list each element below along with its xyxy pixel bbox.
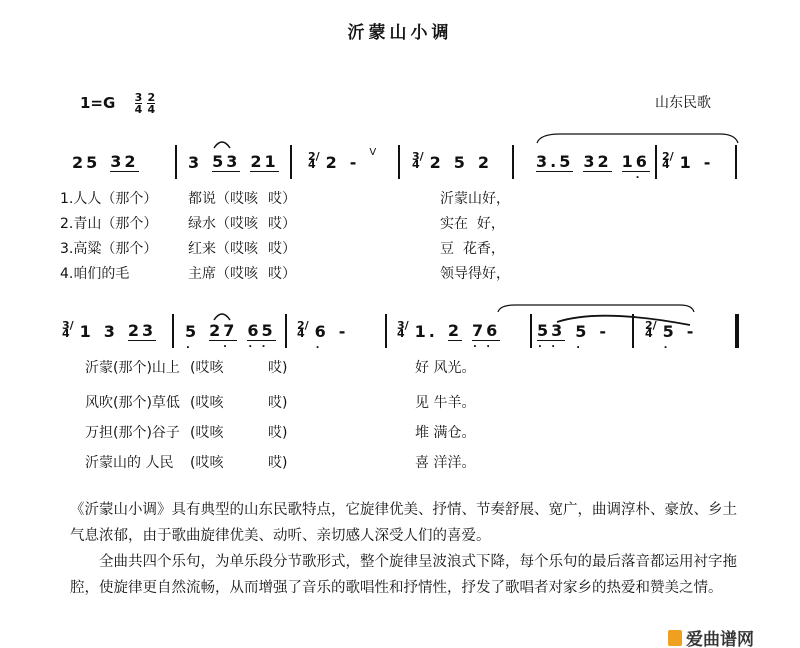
description <box>70 497 750 601</box>
lyric-segment: 都说（哎咳 <box>188 191 258 207</box>
note: 5 . <box>662 321 677 351</box>
lyric-segment: 哎) <box>268 395 288 411</box>
note: 6 . <box>314 321 329 351</box>
note: - <box>349 152 360 172</box>
low-octave-dot: . <box>315 339 323 351</box>
song-title: 沂蒙山小调 <box>347 23 453 43</box>
low-octave-dot: . . <box>473 339 494 350</box>
note: 21 <box>250 152 279 171</box>
lyric-segment: 见 牛羊。 <box>415 395 476 411</box>
note: 3 <box>188 152 203 172</box>
lyric-segment: 万担(那个)谷子 <box>85 425 180 441</box>
low-octave-dot: . <box>663 339 671 351</box>
note: 53 <box>212 152 241 171</box>
lyric-segment: (哎咳 <box>190 360 224 376</box>
lyric-segment: 红来（哎咳 <box>188 241 258 257</box>
low-octave-dot: . . <box>538 339 559 350</box>
paragraph: 全曲共四个乐句，为单乐段分节歌形式，整个旋律呈波浪式下降，每个乐句的最后落音都运用衬字拖腔，使旋律更自然流畅，从而增强了音乐的歌唱性和抒情性，抒发了歌唱者对家乡的热爱和赞美之情。 <box>70 554 737 596</box>
lyric-segment: (哎咳 <box>190 395 224 411</box>
note: 25 <box>72 152 101 172</box>
note: 2 <box>477 152 493 172</box>
meter-den: 4 <box>134 103 143 116</box>
lyric-segment: 沂蒙山好， <box>440 191 510 207</box>
lyric-segment: 喜 洋洋。 <box>415 455 476 471</box>
low-octave-dot: . <box>622 170 643 181</box>
low-octave-dot: . . <box>248 339 269 350</box>
meter-num: 3 <box>134 91 143 104</box>
note: - <box>703 152 714 172</box>
lyric-segment: 风吹(那个)草低 <box>85 395 180 411</box>
low-octave-dot: . <box>210 339 230 350</box>
phrase-slur <box>498 305 694 312</box>
note: 3 <box>103 321 118 341</box>
note: - <box>599 321 610 341</box>
meter-num: 2 <box>147 91 156 104</box>
music-note-icon <box>668 630 682 646</box>
lyric-segment: (哎咳 <box>190 425 224 441</box>
time-signature: 2/4 <box>662 150 674 171</box>
lyric-segment: (哎咳 <box>190 455 224 471</box>
song-origin: 山东民歌 <box>655 95 711 111</box>
lyric-segment: 绿水（哎咳 <box>188 216 258 232</box>
lyric-segment: 领导得好， <box>440 266 510 282</box>
note: 65 . . <box>247 321 276 350</box>
lyric-segment: 2.青山（那个） <box>60 216 158 232</box>
lyric-segment: 沂蒙(那个)山上 <box>85 360 180 376</box>
note: 5 <box>453 152 468 172</box>
note: 16 . <box>621 152 650 181</box>
lyric-segment: 好 风光。 <box>415 360 476 376</box>
note: 2 <box>429 152 444 172</box>
time-signature: 2/4 <box>297 319 309 340</box>
note: 53 . . <box>537 321 566 350</box>
low-octave-dot: . <box>576 339 584 351</box>
paragraph: 《沂蒙山小调》具有典型的山东民歌特点，它旋律优美、抒情、节奏舒展、宽广，曲调淳朴、豪放、乡土气息浓郁，由于歌曲旋律优美、动听、亲切感人深受人们的喜爱。 <box>70 502 737 544</box>
note: 32 <box>583 152 612 171</box>
note: 2 <box>325 152 340 172</box>
lyric-segment: 1.人人（那个） <box>60 191 158 207</box>
note: 1 <box>679 152 694 172</box>
lyric-segment: 实在 好， <box>440 216 505 232</box>
phrase-slur <box>537 134 738 143</box>
time-signature: 3/4 <box>412 150 424 171</box>
note: 3.5 <box>536 152 574 171</box>
note: 23 <box>127 321 157 340</box>
lyric-segment: 3.高粱（那个） <box>60 241 158 257</box>
lyric-segment: 4.咱们的毛 <box>60 266 130 282</box>
note: - <box>338 321 349 341</box>
lyric-segment: 主席（哎咳 <box>188 266 258 282</box>
key-label: 1=G <box>80 94 116 112</box>
watermark-text: 爱曲谱网 <box>686 630 754 648</box>
time-signature: 3/4 <box>397 319 409 340</box>
lyric-segment: 哎） <box>268 216 296 232</box>
note: - <box>686 321 697 341</box>
lyric-segment: 哎） <box>268 241 296 257</box>
tie-arc <box>557 316 690 325</box>
lyric-segment: 堆 满仓。 <box>415 425 476 441</box>
lyric-segment: 哎) <box>268 455 288 471</box>
note: 5 . <box>185 321 200 351</box>
tie-arc <box>214 142 230 148</box>
note: 27 . <box>209 321 238 350</box>
note: 1 <box>79 321 94 341</box>
time-signature: 3/4 <box>62 319 74 340</box>
breath-mark: V <box>369 147 380 158</box>
meter-den: 4 <box>147 103 156 116</box>
time-signature: 2/4 <box>645 319 657 340</box>
note: 76 . . <box>472 321 501 350</box>
note: 1. <box>414 321 438 341</box>
lyric-segment: 哎） <box>268 266 296 282</box>
watermark-logo <box>668 625 754 648</box>
lyric-segment: 哎) <box>268 360 288 376</box>
note: 32 <box>110 152 139 171</box>
lyric-segment: 哎） <box>268 191 296 207</box>
note: 5 . <box>575 321 590 351</box>
note: 2 <box>447 321 462 340</box>
low-octave-dot: . <box>186 339 193 351</box>
lyric-segment: 哎) <box>268 425 288 441</box>
tie-arc <box>214 314 230 320</box>
time-signature: 2/4 <box>308 150 320 171</box>
lyric-segment: 豆 花香， <box>440 241 505 257</box>
lyric-segment: 沂蒙山的 人民 <box>85 455 174 471</box>
